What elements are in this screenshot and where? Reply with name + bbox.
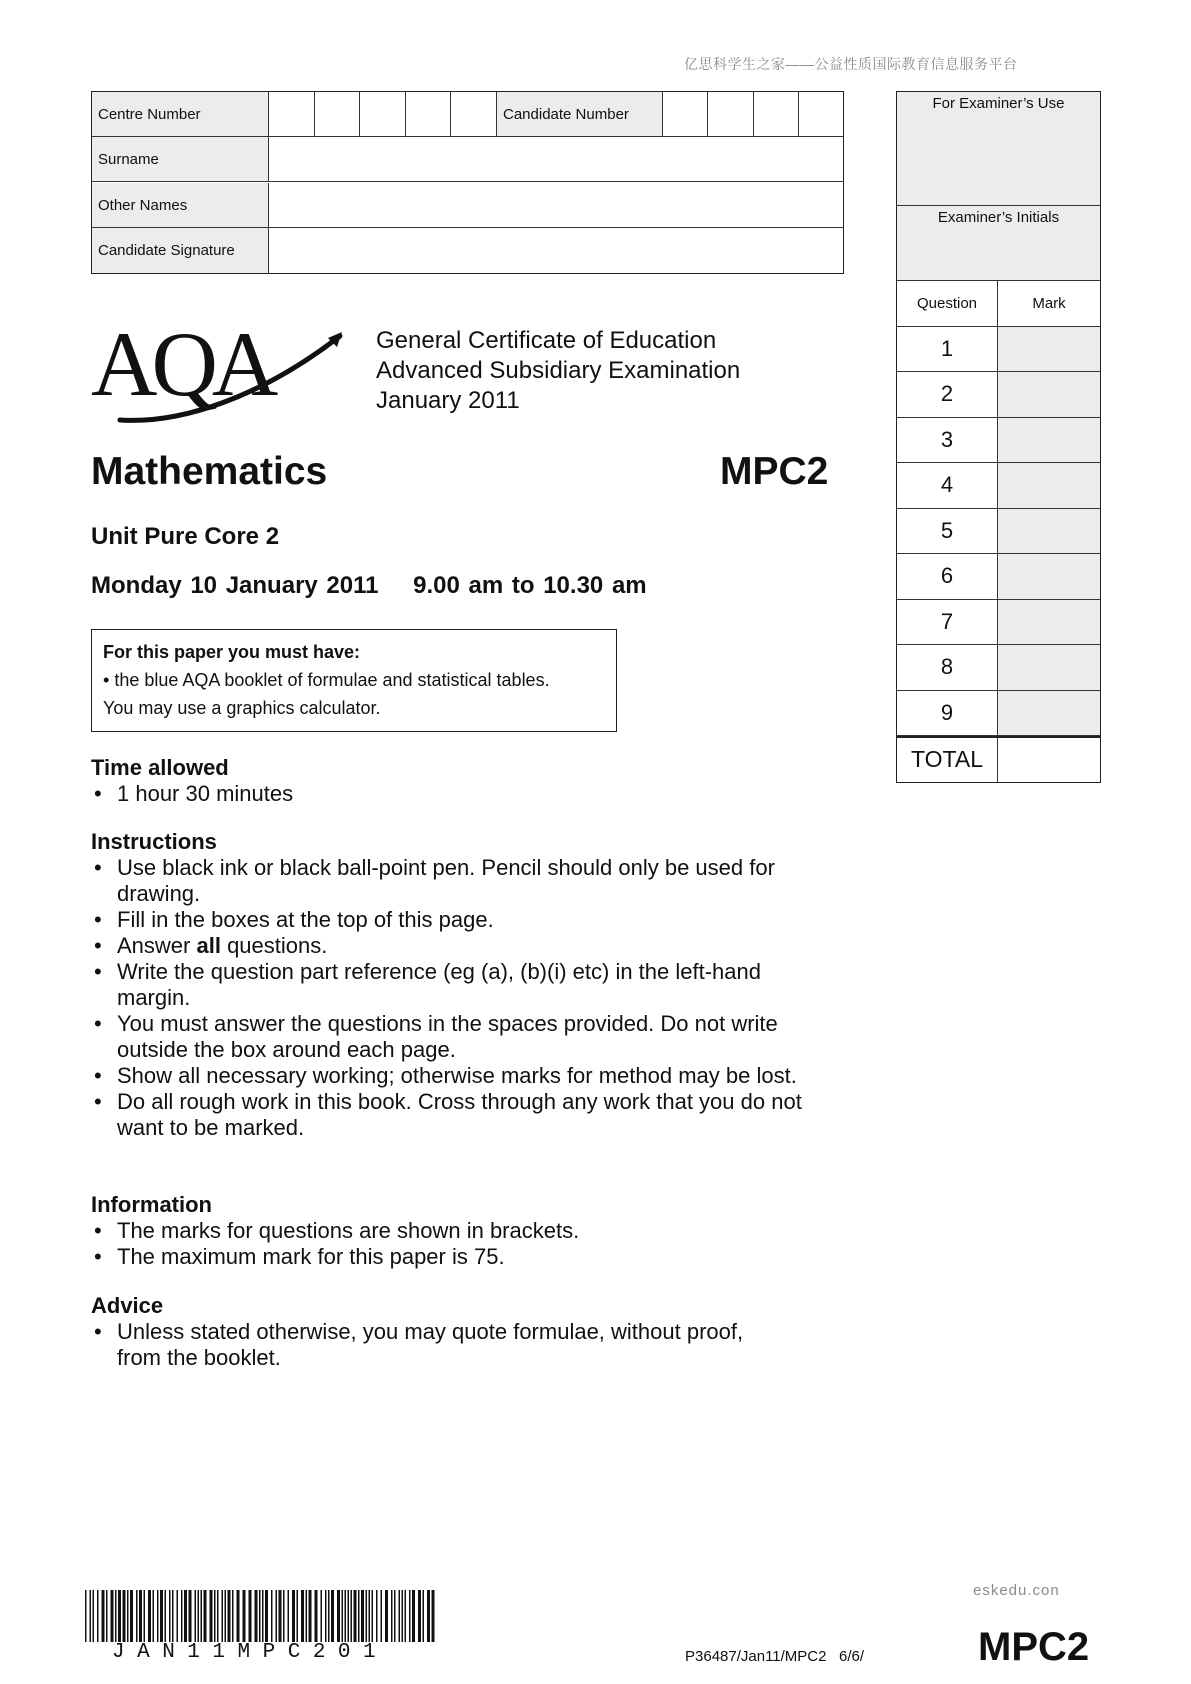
examiner-use-heading: For Examiner’s Use	[897, 92, 1100, 206]
question-number: 5	[897, 509, 998, 554]
paper-code: MPC2	[720, 450, 829, 493]
question-row	[897, 645, 1100, 691]
footer-reference: P36487/Jan11/MPC2 6/6/	[685, 1648, 865, 1665]
other-names-row	[92, 183, 843, 228]
question-row	[897, 327, 1100, 373]
question-number: 9	[897, 691, 998, 736]
information-section	[91, 1192, 851, 1270]
candidate-number-box[interactable]	[754, 92, 799, 136]
mark-cell[interactable]	[998, 554, 1100, 599]
other-names-field[interactable]	[269, 183, 843, 227]
list-item: • Use black ink or black ball-point pen. Pencil should only be used for drawing.	[91, 855, 831, 907]
surname-label: Surname	[92, 137, 269, 181]
list-item: • You must answer the questions in the spaces provided. Do not write outside the box around each page.	[91, 1011, 831, 1063]
aqa-logo-swoosh-icon	[90, 328, 346, 428]
watermark: 亿思科学生之家——公益性质国际教育信息服务平台	[684, 56, 1018, 72]
unit-title: Unit Pure Core 2	[91, 523, 280, 550]
examiner-use-table	[896, 91, 1101, 783]
mark-cell[interactable]	[998, 327, 1100, 372]
materials-note: You may use a graphics calculator.	[103, 698, 381, 718]
mark-cell[interactable]	[998, 600, 1100, 645]
mark-cell[interactable]	[998, 645, 1100, 690]
question-row	[897, 554, 1100, 600]
list-item: • Do all rough work in this book. Cross through any work that you do not want to be marked.	[91, 1089, 831, 1141]
section-heading: Information	[91, 1192, 212, 1217]
question-row	[897, 463, 1100, 509]
list-item: • Answer all questions.	[91, 933, 831, 959]
question-number: 4	[897, 463, 998, 508]
candidate-number-box[interactable]	[708, 92, 754, 136]
centre-number-row	[92, 92, 843, 137]
question-header: Question	[897, 281, 998, 326]
surname-row	[92, 137, 843, 182]
candidate-number-box[interactable]	[663, 92, 708, 136]
certificate-line: Advanced Subsidiary Examination	[376, 357, 741, 384]
mark-header: Mark	[998, 281, 1100, 326]
question-row	[897, 691, 1100, 737]
question-number: 2	[897, 372, 998, 417]
centre-number-box[interactable]	[406, 92, 451, 136]
list-item: • 1 hour 30 minutes	[91, 781, 851, 807]
question-number: 3	[897, 418, 998, 463]
centre-number-box[interactable]	[451, 92, 497, 136]
total-label: TOTAL	[897, 738, 998, 782]
question-row	[897, 509, 1100, 555]
examiner-initials-heading: Examiner’s Initials	[897, 206, 1100, 281]
bullet-icon: •	[103, 670, 115, 690]
list-item: • The maximum mark for this paper is 75.	[91, 1244, 851, 1270]
candidate-details-table	[91, 91, 844, 274]
mark-cell[interactable]	[998, 691, 1100, 736]
list-item: • Show all necessary working; otherwise marks for method may be lost.	[91, 1063, 831, 1089]
subject-title: Mathematics	[91, 450, 328, 493]
candidate-signature-field[interactable]	[269, 228, 843, 273]
materials-item-text: the blue AQA booklet of formulae and statistical tables.	[114, 670, 550, 690]
candidate-signature-row	[92, 228, 843, 273]
question-mark-header	[897, 281, 1100, 327]
centre-number-box[interactable]	[360, 92, 406, 136]
centre-number-box[interactable]	[269, 92, 315, 136]
list-item: • The marks for questions are shown in brackets.	[91, 1218, 851, 1244]
section-heading: Instructions	[91, 829, 217, 854]
question-number: 7	[897, 600, 998, 645]
question-row	[897, 600, 1100, 646]
other-names-label: Other Names	[92, 183, 269, 227]
advice-section	[91, 1293, 851, 1371]
question-number: 1	[897, 327, 998, 372]
list-item: • Fill in the boxes at the top of this page.	[91, 907, 831, 933]
instructions-section	[91, 829, 851, 1141]
mark-cell[interactable]	[998, 463, 1100, 508]
exam-date: Monday 10 January 2011 9.00 am to 10.30 am	[91, 572, 647, 599]
question-row	[897, 418, 1100, 464]
time-allowed-section	[91, 755, 851, 807]
centre-number-label: Centre Number	[92, 92, 269, 136]
candidate-signature-label: Candidate Signature	[92, 228, 269, 273]
section-heading: Advice	[91, 1293, 164, 1318]
candidate-number-label: Candidate Number	[497, 92, 663, 136]
barcode-text: JAN11MPC201	[112, 1641, 389, 1664]
certificate-line: General Certificate of Education	[376, 327, 717, 354]
certificate-title	[376, 326, 740, 416]
aqa-logo: AQA	[91, 313, 273, 415]
materials-box	[91, 629, 617, 732]
barcode-icon	[85, 1590, 437, 1642]
question-row	[897, 372, 1100, 418]
total-mark-cell[interactable]	[998, 738, 1100, 782]
materials-heading: For this paper you must have:	[103, 642, 361, 662]
list-item: • Unless stated otherwise, you may quote formulae, without proof, from the booklet.	[91, 1319, 791, 1371]
site-watermark: eskedu.con	[973, 1582, 1060, 1599]
candidate-number-box[interactable]	[799, 92, 845, 136]
surname-field[interactable]	[269, 137, 843, 181]
mark-cell[interactable]	[998, 509, 1100, 554]
mark-cell[interactable]	[998, 418, 1100, 463]
section-heading: Time allowed	[91, 755, 229, 780]
list-item: • Write the question part reference (eg (a), (b)(i) etc) in the left-hand margin.	[91, 959, 831, 1011]
mark-cell[interactable]	[998, 372, 1100, 417]
centre-number-box[interactable]	[315, 92, 360, 136]
footer-paper-code: MPC2	[978, 1625, 1090, 1669]
total-row	[897, 736, 1100, 782]
materials-item	[103, 666, 616, 694]
question-number: 8	[897, 645, 998, 690]
certificate-line: January 2011	[376, 387, 520, 414]
question-number: 6	[897, 554, 998, 599]
